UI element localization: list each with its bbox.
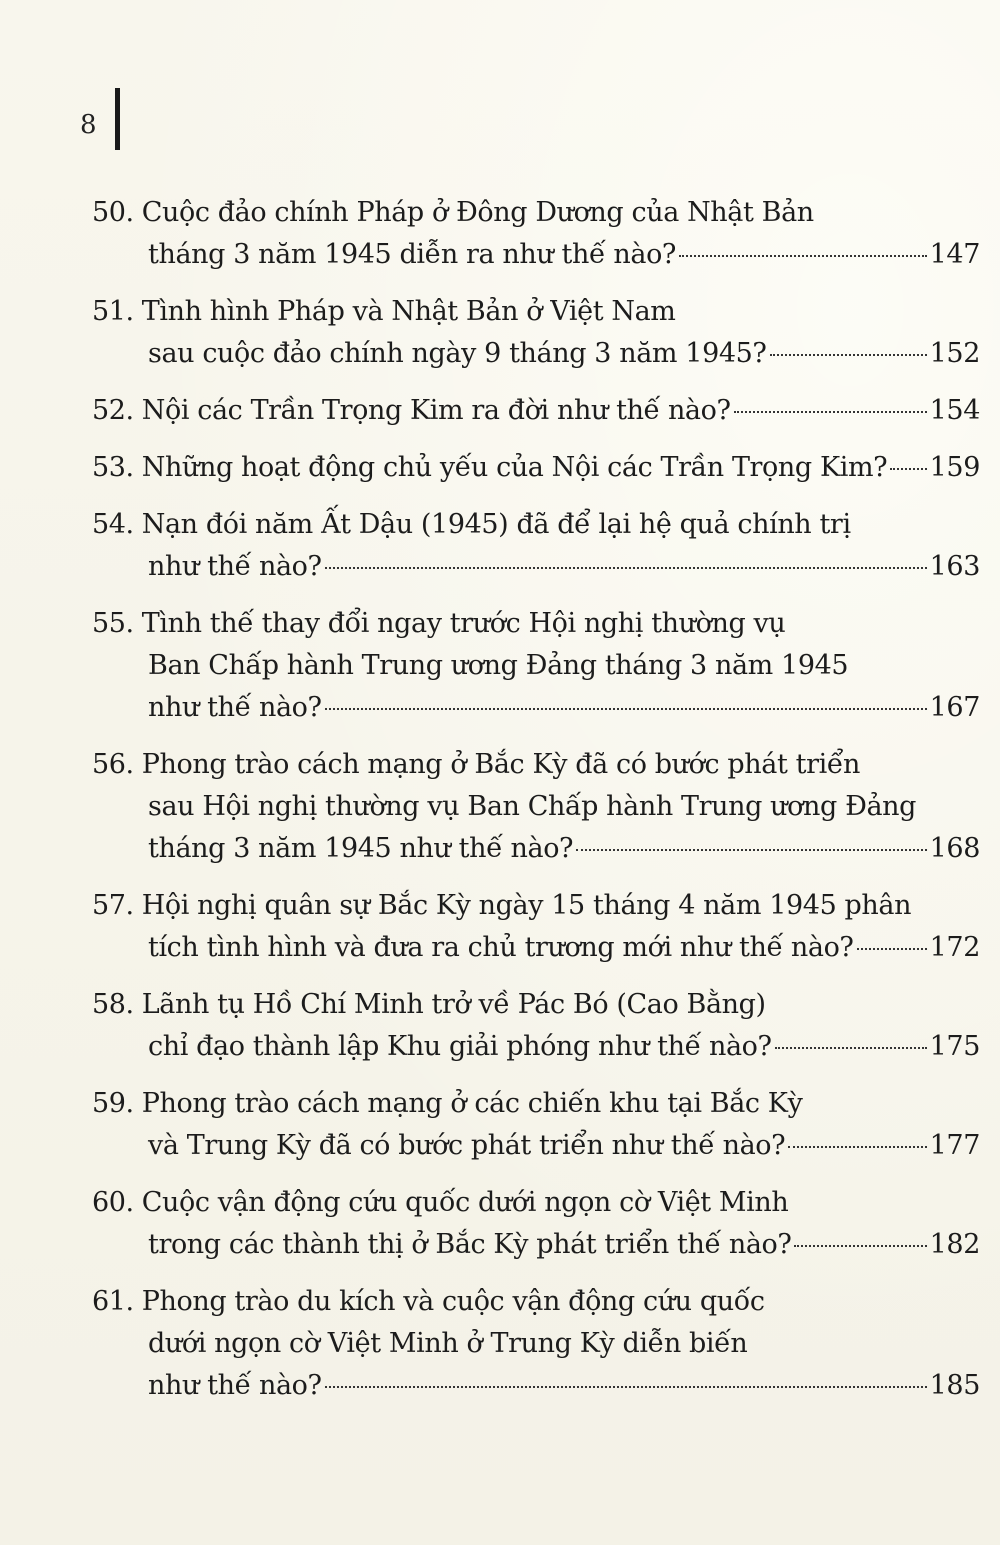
- toc-entry-line: [92, 1125, 980, 1167]
- toc-entry-line: [92, 828, 980, 870]
- dot-leader: [679, 255, 927, 257]
- toc-entry-page: 172: [929, 932, 980, 963]
- toc-entry-page: 154: [929, 395, 980, 426]
- toc-entry-title: tháng 3 năm 1945 như thế nào?: [148, 833, 574, 864]
- toc-entry-title: Những hoạt động chủ yếu của Nội các Trần Trọng Kim?: [141, 452, 888, 483]
- toc-entry-line: [92, 1365, 980, 1407]
- toc-entry-title: Phong trào cách mạng ở Bắc Kỳ đã có bước phát triển: [141, 749, 861, 780]
- toc-entry-title: sau cuộc đảo chính ngày 9 tháng 3 năm 1945?: [148, 338, 767, 369]
- table-of-contents: [92, 192, 980, 1422]
- toc-entry-title: Tình hình Pháp và Nhật Bản ở Việt Nam: [141, 296, 676, 327]
- toc-entry-title: Lãnh tụ Hồ Chí Minh trở về Pác Bó (Cao Bằng): [141, 989, 766, 1020]
- toc-entry-number: 55.: [92, 608, 134, 639]
- toc-entry-line: [92, 1026, 980, 1068]
- toc-entry: [92, 291, 980, 375]
- dot-leader: [890, 468, 926, 470]
- toc-entry-line: [92, 927, 980, 969]
- toc-entry-line: [92, 1323, 980, 1365]
- toc-entry-line: [92, 504, 980, 546]
- toc-entry: [92, 504, 980, 588]
- toc-entry-title: như thế nào?: [148, 1370, 322, 1401]
- toc-entry-page: 182: [929, 1229, 980, 1260]
- toc-entry: [92, 1182, 980, 1266]
- toc-entry-page: 177: [929, 1130, 980, 1161]
- toc-entry: [92, 744, 980, 870]
- toc-entry-number: 57.: [92, 890, 134, 921]
- toc-entry-line: [92, 687, 980, 729]
- toc-entry-number: 59.: [92, 1088, 134, 1119]
- dot-leader: [788, 1146, 926, 1148]
- toc-entry: [92, 390, 980, 432]
- toc-entry-line: [92, 234, 980, 276]
- toc-entry-page: 175: [929, 1031, 980, 1062]
- dot-leader: [770, 354, 927, 356]
- toc-entry-line: [92, 885, 980, 927]
- toc-entry: [92, 192, 980, 276]
- dot-leader: [794, 1245, 926, 1247]
- toc-entry-number: 60.: [92, 1187, 134, 1218]
- toc-entry-title: trong các thành thị ở Bắc Kỳ phát triển thế nào?: [148, 1229, 792, 1260]
- dot-leader: [857, 948, 927, 950]
- toc-entry-line: [92, 447, 980, 489]
- dot-leader: [576, 849, 927, 851]
- toc-entry-title: như thế nào?: [148, 692, 322, 723]
- toc-entry-line: [92, 291, 980, 333]
- toc-entry-page: 152: [929, 338, 980, 369]
- toc-entry-title: sau Hội nghị thường vụ Ban Chấp hành Trung ương Đảng: [148, 791, 917, 822]
- toc-entry-number: 52.: [92, 395, 134, 426]
- toc-entry: [92, 447, 980, 489]
- toc-entry-line: [92, 192, 980, 234]
- toc-entry-page: 168: [929, 833, 980, 864]
- toc-entry-title: tháng 3 năm 1945 diễn ra như thế nào?: [148, 239, 677, 270]
- toc-entry-number: 53.: [92, 452, 134, 483]
- toc-entry-line: [92, 744, 980, 786]
- toc-entry-title: tích tình hình và đưa ra chủ trương mới như thế nào?: [148, 932, 854, 963]
- toc-entry-title: Hội nghị quân sự Bắc Kỳ ngày 15 tháng 4 năm 1945 phân: [141, 890, 912, 921]
- dot-leader: [775, 1047, 927, 1049]
- toc-entry-number: 54.: [92, 509, 134, 540]
- toc-entry-title: Tình thế thay đổi ngay trước Hội nghị thường vụ: [141, 608, 786, 639]
- toc-entry-number: 56.: [92, 749, 134, 780]
- toc-entry-line: [92, 603, 980, 645]
- toc-entry-line: [92, 1281, 980, 1323]
- toc-entry-page: 147: [929, 239, 980, 270]
- toc-entry-title: và Trung Kỳ đã có bước phát triển như thế nào?: [148, 1130, 786, 1161]
- page-number: 8: [80, 110, 97, 140]
- toc-entry-line: [92, 333, 980, 375]
- toc-entry: [92, 885, 980, 969]
- toc-entry: [92, 984, 980, 1068]
- dot-leader: [325, 708, 927, 710]
- toc-entry-line: [92, 984, 980, 1026]
- toc-entry-number: 50.: [92, 197, 134, 228]
- toc-entry: [92, 603, 980, 729]
- toc-entry-title: chỉ đạo thành lập Khu giải phóng như thế nào?: [148, 1031, 772, 1062]
- dot-leader: [325, 1386, 927, 1388]
- toc-entry-number: 61.: [92, 1286, 134, 1317]
- toc-entry-title: Cuộc đảo chính Pháp ở Đông Dương của Nhật Bản: [141, 197, 814, 228]
- toc-entry-line: [92, 1182, 980, 1224]
- toc-entry-line: [92, 546, 980, 588]
- toc-entry-line: [92, 786, 980, 828]
- toc-entry-page: 163: [929, 551, 980, 582]
- toc-entry-title: Nạn đói năm Ất Dậu (1945) đã để lại hệ quả chính trị: [141, 509, 851, 540]
- toc-entry-number: 51.: [92, 296, 134, 327]
- toc-entry-title: Cuộc vận động cứu quốc dưới ngọn cờ Việt Minh: [141, 1187, 789, 1218]
- toc-entry-line: [92, 1224, 980, 1266]
- toc-entry-page: 167: [929, 692, 980, 723]
- header-rule: [115, 88, 120, 150]
- toc-entry-title: Ban Chấp hành Trung ương Đảng tháng 3 năm 1945: [148, 650, 849, 681]
- toc-entry-title: Nội các Trần Trọng Kim ra đời như thế nào?: [141, 395, 731, 426]
- toc-entry-title: Phong trào cách mạng ở các chiến khu tại Bắc Kỳ: [141, 1088, 803, 1119]
- toc-entry-page: 185: [929, 1370, 980, 1401]
- toc-entry-line: [92, 1083, 980, 1125]
- toc-entry-page: 159: [929, 452, 980, 483]
- toc-entry: [92, 1083, 980, 1167]
- toc-entry: [92, 1281, 980, 1407]
- toc-entry-number: 58.: [92, 989, 134, 1020]
- dot-leader: [325, 567, 927, 569]
- toc-entry-title: dưới ngọn cờ Việt Minh ở Trung Kỳ diễn biến: [148, 1328, 748, 1359]
- toc-entry-title: Phong trào du kích và cuộc vận động cứu quốc: [141, 1286, 765, 1317]
- toc-entry-title: như thế nào?: [148, 551, 322, 582]
- dot-leader: [734, 411, 927, 413]
- toc-entry-line: [92, 390, 980, 432]
- toc-entry-line: [92, 645, 980, 687]
